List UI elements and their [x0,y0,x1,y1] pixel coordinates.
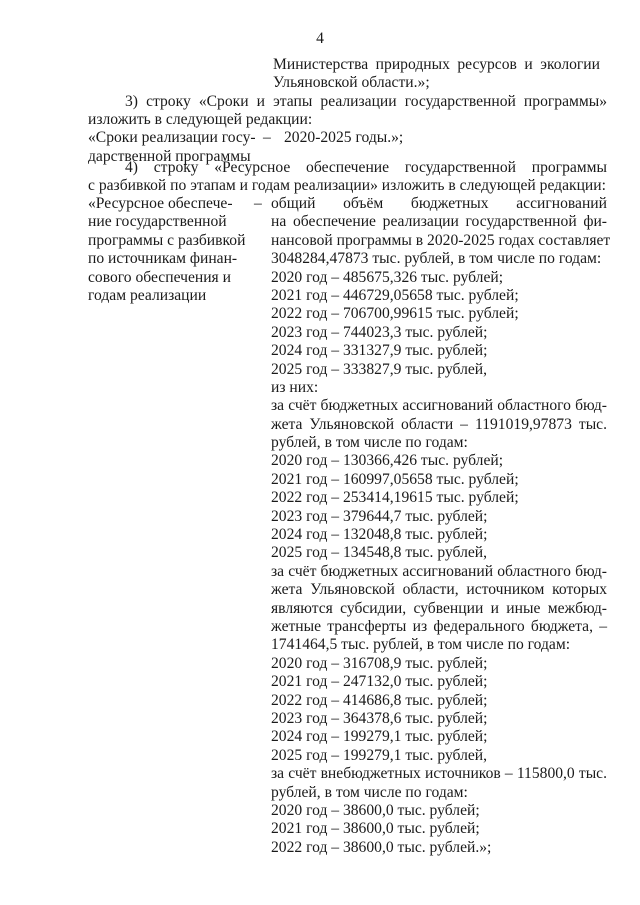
right-column-line: рублей, в том числе по годам: [271,783,468,801]
right-column-line: 2025 год – 199279,1 тыс. рублей, [271,746,488,764]
left-column-line: сового обеспечения и [88,268,231,286]
page-number: 4 [316,30,324,47]
resource-left-column [88,195,268,305]
item-4-line: 4) строку «Ресурсное обеспечение государственной программы [125,159,607,176]
intro-text [273,56,600,93]
right-column-line: 2020 год – 130366,426 тыс. рублей; [271,452,504,470]
right-column-line: 2021 год – 38600,0 тыс. рублей; [271,820,480,838]
right-column-line: жета Ульяновской области – 1191019,97873 тыс. [271,415,607,433]
left-column-line: по источникам финан- [88,250,238,268]
right-column-line: 1741464,5 тыс. рублей, в том числе по годам: [271,636,571,654]
right-column-line: 2022 год – 38600,0 тыс. рублей.»; [271,838,492,856]
right-column-line: 2024 год – 132048,8 тыс. рублей; [271,526,488,544]
right-column-line: 2024 год – 331327,9 тыс. рублей; [271,342,488,360]
item-4-paragraph [88,159,607,196]
right-column-line: рублей, в том числе по годам: [271,434,468,452]
left-column-line: ние государственной [88,213,227,231]
item-3-left-line: «Сроки реализации госу- [88,129,256,147]
item-3-line: 3) строку «Сроки и этапы реализации государственной программы» [125,93,607,110]
right-column-line: жета Ульяновской области, источником которых [271,581,607,599]
right-column-line: 2022 год – 706700,99615 тыс. рублей; [271,305,519,323]
item-3-dash: – [263,129,271,147]
item-3-right: 2020-2025 годы.»; [284,129,404,147]
left-column-line: «Ресурсное обеспече- [88,195,233,212]
right-column-line: 3048284,47873 тыс. рублей, в том числе по годам: [271,250,602,268]
right-column-line: 2023 год – 379644,7 тыс. рублей; [271,507,488,525]
right-column-line: 2023 год – 744023,3 тыс. рублей; [271,323,488,341]
right-column-line: 2025 год – 333827,9 тыс. рублей, [271,360,488,378]
item-3-paragraph [88,93,607,130]
right-column-line: за счёт внебюджетных источников – 115800,0 тыс. [271,765,607,783]
right-column-line: 2021 год – 247132,0 тыс. рублей; [271,673,488,691]
right-column-line: 2020 год – 485675,326 тыс. рублей; [271,268,504,286]
item-3-line: изложить в следующей редакции: [88,111,313,129]
intro-line: Министерства природных ресурсов и экологии [273,56,600,73]
right-column-line: нансовой программы в 2020-2025 годах составляет [271,231,611,249]
right-column-line: 2025 год – 134548,8 тыс. рублей, [271,544,488,562]
item-3-left-line: дарственной программы [88,147,251,165]
right-column-line: 2020 год – 38600,0 тыс. рублей; [271,801,480,819]
right-column-line: из них: [271,378,319,396]
right-column-line: 2021 год – 446729,05658 тыс. рублей; [271,286,519,304]
right-column-line: за счёт бюджетных ассигнований областного бюд- [271,397,607,415]
resource-dash: – [254,195,262,212]
right-column-line: общий объём бюджетных ассигнований [271,195,607,212]
right-column-line: являются субсидии, субвенции и иные межбюд- [271,599,607,617]
right-column-line: жетные трансферты из федерального бюджета, – [271,617,607,635]
right-column-line: 2024 год – 199279,1 тыс. рублей; [271,728,488,746]
right-column-line: 2022 год – 253414,19615 тыс. рублей; [271,489,519,507]
left-column-line: годам реализации [88,287,207,305]
right-column-line: 2023 год – 364378,6 тыс. рублей; [271,709,488,727]
left-column-line: программы с разбивкой [88,231,246,249]
item-4-line: с разбивкой по этапам и годам реализации» изложить в следующей редакции: [88,177,606,195]
right-column-line: 2020 год – 316708,9 тыс. рублей; [271,654,488,672]
right-column-line: за счёт бюджетных ассигнований областного бюд- [271,562,607,580]
resource-right-column [271,195,611,857]
right-column-line: 2022 год – 414686,8 тыс. рублей; [271,691,488,709]
intro-line: Ульяновской области.»; [273,74,430,92]
right-column-line: 2021 год – 160997,05658 тыс. рублей; [271,470,519,488]
right-column-line: на обеспечение реализации государственной фи- [271,213,607,231]
